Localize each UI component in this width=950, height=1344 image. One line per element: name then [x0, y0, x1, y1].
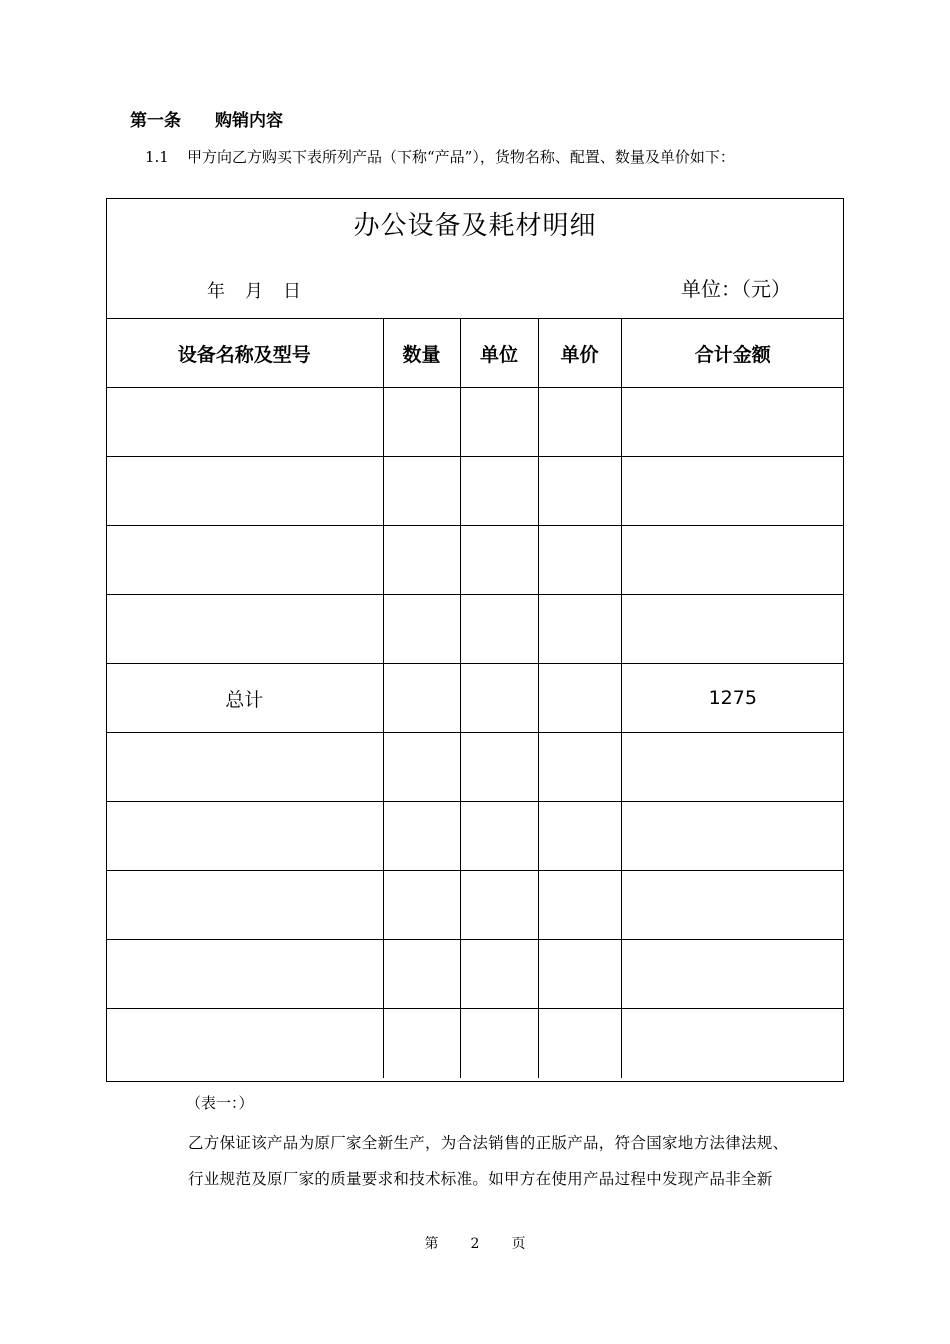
table-cell[interactable] — [538, 664, 621, 733]
table-cell[interactable] — [538, 526, 621, 595]
table-cell[interactable] — [460, 457, 538, 526]
table-cell[interactable] — [621, 595, 844, 664]
table-row — [106, 940, 844, 1009]
clause-number: 1.1 — [145, 148, 169, 166]
table-cell[interactable] — [621, 940, 844, 1009]
table-cell[interactable] — [383, 526, 460, 595]
table-cell[interactable] — [621, 526, 844, 595]
table-cell[interactable] — [621, 1009, 844, 1078]
section-title: 购销内容 — [215, 111, 283, 131]
table-cell[interactable] — [106, 733, 383, 802]
table-cell[interactable] — [383, 457, 460, 526]
clause-text: 甲方向乙方购买下表所列产品（下称“产品”），货物名称、配置、数量及单价如下： — [187, 148, 735, 166]
table-cell[interactable] — [538, 733, 621, 802]
date-line — [207, 277, 321, 303]
table-cell[interactable] — [621, 733, 844, 802]
table-cell[interactable] — [460, 388, 538, 457]
table-cell[interactable] — [460, 595, 538, 664]
table-row — [106, 1009, 844, 1078]
table-cell[interactable] — [460, 733, 538, 802]
header-unit-price: 单价 — [538, 319, 621, 388]
currency-unit: 单位：（元） — [681, 277, 791, 301]
page-number: 2 — [470, 1236, 480, 1252]
table-cell[interactable] — [383, 1009, 460, 1078]
table-cell[interactable] — [106, 526, 383, 595]
table-row — [106, 526, 844, 595]
total-row — [106, 664, 844, 733]
table-row — [106, 595, 844, 664]
table-cell[interactable] — [106, 595, 383, 664]
sheet-title: 办公设备及耗材明细 — [353, 211, 597, 241]
table-cell[interactable] — [106, 802, 383, 871]
table-cell[interactable] — [460, 802, 538, 871]
page-footer — [0, 1233, 950, 1253]
table-cell[interactable] — [106, 871, 383, 940]
equipment-table — [106, 318, 844, 1078]
table-cell[interactable] — [460, 871, 538, 940]
table-cell[interactable] — [106, 940, 383, 1009]
table-row — [106, 388, 844, 457]
table-cell[interactable] — [106, 457, 383, 526]
date-month: 月 — [245, 281, 263, 302]
table-cell[interactable] — [538, 595, 621, 664]
table-cell[interactable] — [106, 388, 383, 457]
section-number: 第一条 — [130, 111, 181, 131]
header-unit: 单位 — [460, 319, 538, 388]
table-cell[interactable] — [538, 1009, 621, 1078]
table-cell[interactable] — [383, 388, 460, 457]
table-cell[interactable] — [383, 802, 460, 871]
table-cell[interactable] — [383, 733, 460, 802]
table-cell[interactable] — [621, 388, 844, 457]
date-year: 年 — [207, 281, 225, 302]
table-cell[interactable] — [621, 457, 844, 526]
table-cell[interactable] — [538, 940, 621, 1009]
date-day: 日 — [283, 281, 301, 302]
table-header-row — [106, 319, 844, 388]
table-cell[interactable] — [621, 802, 844, 871]
table-cell[interactable] — [383, 871, 460, 940]
equipment-sheet — [106, 198, 844, 1082]
table-cell[interactable] — [460, 1009, 538, 1078]
table-cell[interactable] — [383, 664, 460, 733]
table-cell[interactable] — [460, 664, 538, 733]
header-name-model: 设备名称及型号 — [106, 319, 383, 388]
table-row — [106, 802, 844, 871]
table-cell[interactable] — [460, 940, 538, 1009]
header-quantity: 数量 — [383, 319, 460, 388]
table-row — [106, 871, 844, 940]
table-cell[interactable] — [538, 388, 621, 457]
table-row — [106, 733, 844, 802]
footer-suffix: 页 — [511, 1236, 526, 1252]
table-cell[interactable] — [538, 871, 621, 940]
table-cell[interactable] — [538, 457, 621, 526]
warranty-paragraph-line-2: 行业规范及原厂家的质量要求和技术标准。如甲方在使用产品过程中发现产品非全新 — [188, 1170, 773, 1188]
table-cell[interactable] — [621, 871, 844, 940]
table-cell[interactable] — [383, 940, 460, 1009]
table-caption: （表一：） — [186, 1094, 254, 1112]
warranty-paragraph-line-1: 乙方保证该产品为原厂家全新生产，为合法销售的正版产品，符合国家地方法律法规、 — [188, 1134, 789, 1152]
total-label: 总计 — [106, 664, 383, 733]
total-amount[interactable]: 1275 — [621, 664, 844, 733]
table-row — [106, 457, 844, 526]
footer-prefix: 第 — [424, 1236, 439, 1252]
table-cell[interactable] — [106, 1009, 383, 1078]
clause-1-1 — [145, 146, 735, 167]
table-cell[interactable] — [383, 595, 460, 664]
section-heading — [130, 106, 283, 131]
header-total-amount: 合计金额 — [621, 319, 844, 388]
table-cell[interactable] — [538, 802, 621, 871]
table-cell[interactable] — [460, 526, 538, 595]
